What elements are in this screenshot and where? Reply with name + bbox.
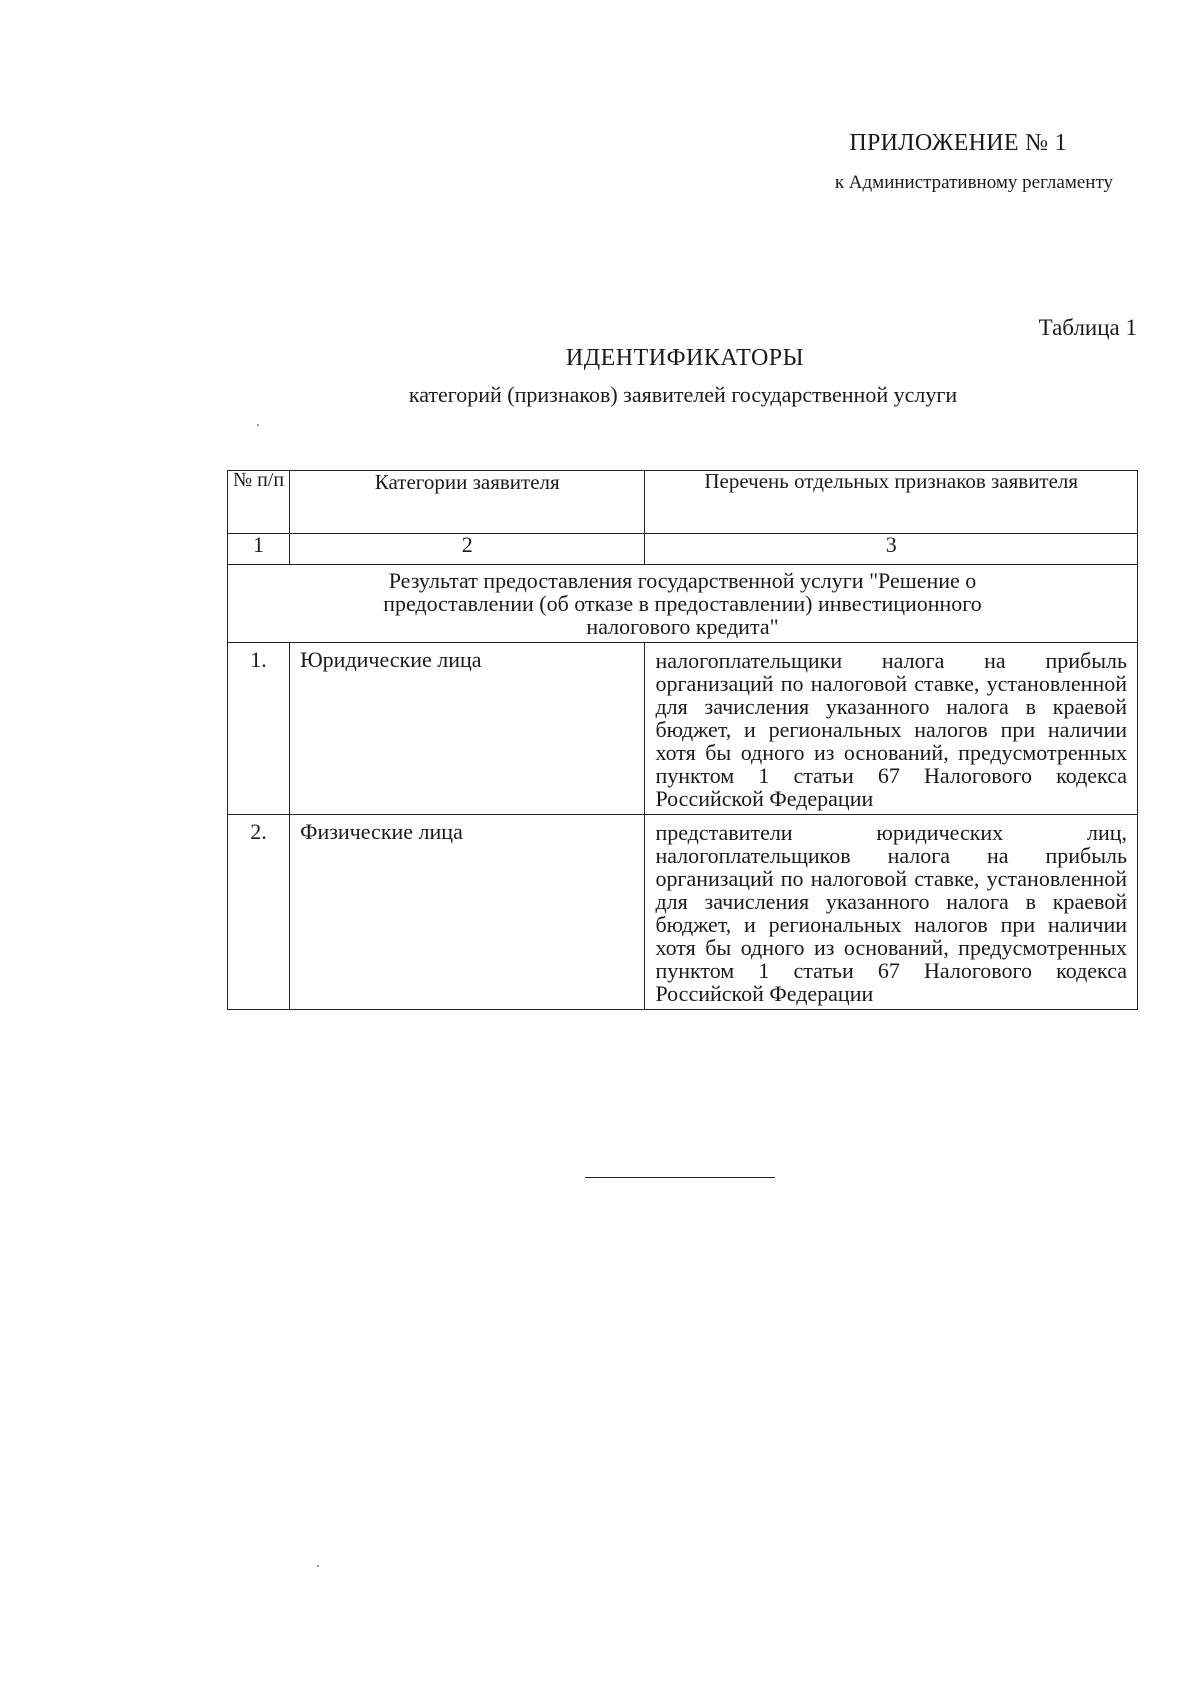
- row-features: представители юридических лиц, налогоплательщиков налога на прибыль организаций по налоговой ставке, установленной для зачисления указанного налога в краевой бюджет, и региональных налогов при наличии хотя бы одного из оснований, предусмотренных пунктом 1 статьи 67 Налогового кодекса Российской Федерации: [645, 815, 1138, 1010]
- appendix-title: ПРИЛОЖЕНИЕ № 1: [849, 130, 1067, 156]
- row-number: 2.: [228, 815, 290, 1010]
- section-title: [228, 565, 1138, 643]
- column-index: 1: [228, 534, 290, 565]
- column-index-row: [228, 534, 1138, 565]
- column-index: 3: [645, 534, 1138, 565]
- appendix-subtitle: к Административному регламенту: [834, 172, 1113, 193]
- end-rule: [585, 1177, 775, 1178]
- identifiers-table: [227, 470, 1138, 1010]
- scan-speck: [317, 1565, 319, 1567]
- column-index: 2: [290, 534, 645, 565]
- row-category: Физические лица: [290, 815, 645, 1010]
- section-title-text: Результат предоставления государственной услуги "Решение о предоставлении (об отказе в предоставлении) инвестиционного налогового кредита": [383, 568, 982, 639]
- table-header-row: [228, 471, 1138, 534]
- document-subtitle: категорий (признаков) заявителей государственной услуги: [408, 382, 958, 407]
- section-row: [228, 565, 1138, 643]
- row-number: 1.: [228, 643, 290, 815]
- header-num: № п/п: [228, 471, 290, 534]
- row-category: Юридические лица: [290, 643, 645, 815]
- table-row: [228, 815, 1138, 1010]
- document-title: ИДЕНТИФИКАТОРЫ: [565, 345, 805, 371]
- header-category: Категории заявителя: [290, 471, 645, 534]
- row-features: налогоплательщики налога на прибыль организаций по налоговой ставке, установленной для зачисления указанного налога в краевой бюджет, и региональных налогов при наличии хотя бы одного из оснований, предусмотренных пунктом 1 статьи 67 Налогового кодекса Российской Федерации: [645, 643, 1138, 815]
- header-features: Перечень отдельных признаков заявителя: [645, 471, 1138, 534]
- table-label: Таблица 1: [1038, 315, 1137, 340]
- table-row: [228, 643, 1138, 815]
- scan-speck: [257, 424, 259, 426]
